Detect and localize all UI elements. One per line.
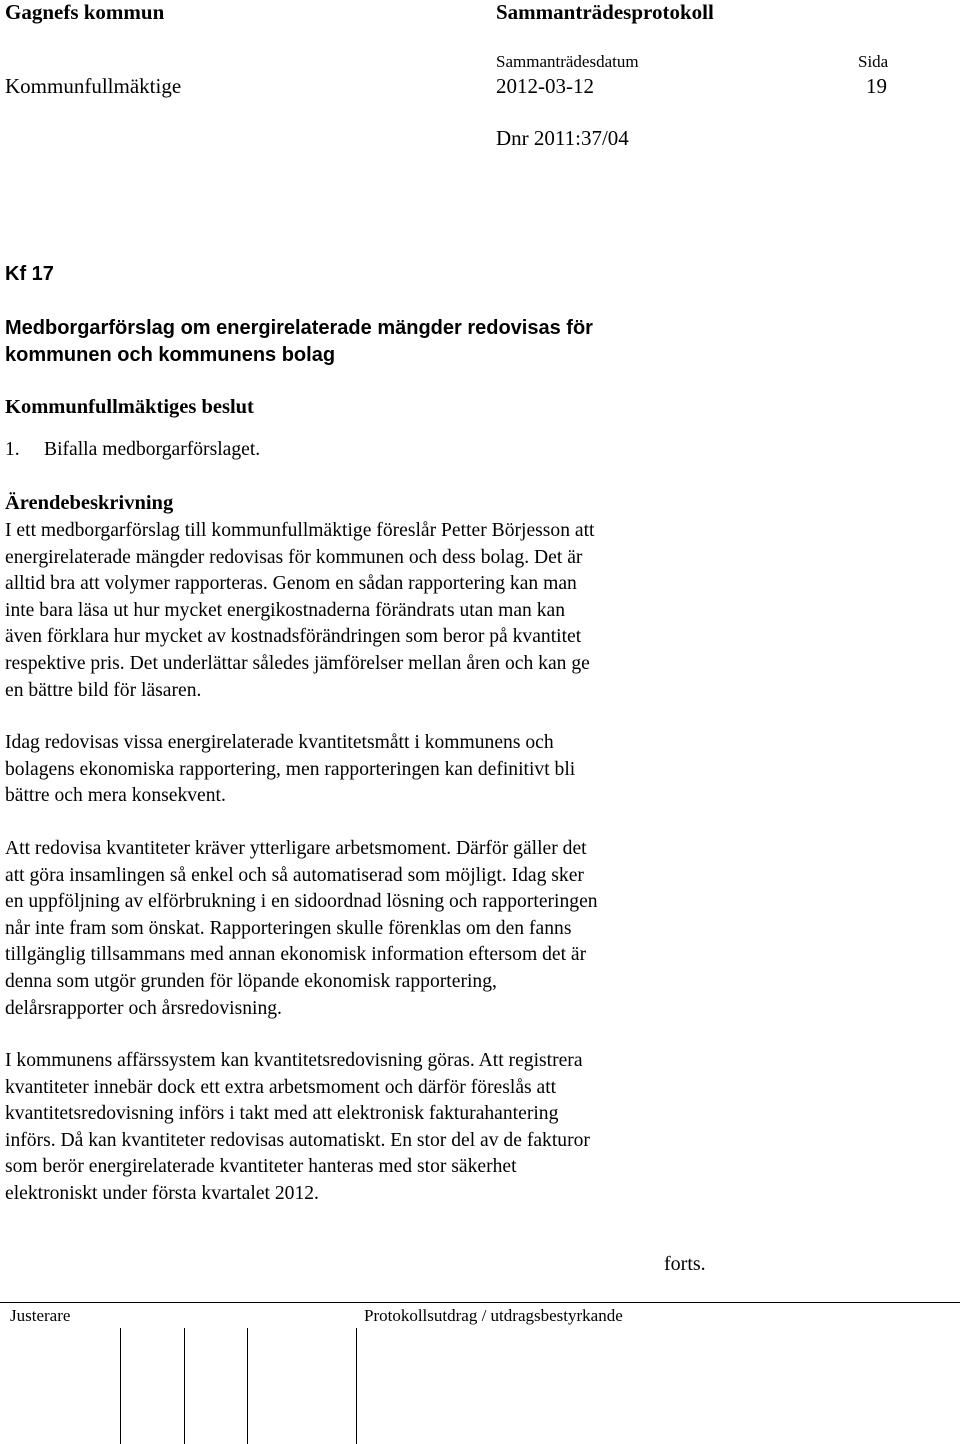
description-paragraph <box>5 518 717 704</box>
decision-item-number: 1. <box>5 439 20 460</box>
description-paragraph <box>5 836 717 1022</box>
section-title-line: kommunen och kommunens bolag <box>5 343 336 366</box>
paragraph-line: kvantitetsredovisning införs i takt med att elektronisk fakturahantering <box>5 1103 559 1125</box>
paragraph-line: alltid bra att volymer rapporteras. Genom en sådan rapportering kan man <box>5 573 577 595</box>
meeting-date: 2012-03-12 <box>496 74 594 98</box>
date-label: Sammanträdesdatum <box>496 52 639 71</box>
paragraph-line: elektroniskt under första kvartalet 2012. <box>5 1182 319 1204</box>
paragraph-line: Idag redovisas vissa energirelaterade kvantitetsmått i kommunens och <box>5 732 554 753</box>
description-paragraph <box>5 730 717 810</box>
paragraph-line: Att redovisa kvantiteter kräver ytterligare arbetsmoment. Därför gäller det <box>5 838 587 859</box>
diary-number: Dnr 2011:37/04 <box>496 126 629 150</box>
document-type: Sammanträdesprotokoll <box>496 0 714 24</box>
signature-box-divider <box>247 1328 248 1444</box>
paragraph-line: som berör energirelaterade kvantiteter hanteras med stor säkerhet <box>5 1156 517 1178</box>
description-heading: Ärendebeskrivning <box>5 492 174 514</box>
paragraph-line: tillgänglig tillsammans med annan ekonomisk information eftersom det är <box>5 944 587 966</box>
page-label: Sida <box>858 52 889 71</box>
page-number: 19 <box>866 74 887 98</box>
paragraph-line: denna som utgör grunden för löpande ekonomisk rapportering, <box>5 970 497 992</box>
section-title-line: Medborgarförslag om energirelaterade mängder redovisas för <box>5 317 593 339</box>
paragraph-line: bättre och mera konsekvent. <box>5 785 226 807</box>
municipality-name: Gagnefs kommun <box>5 0 165 24</box>
body-name: Kommunfullmäktige <box>5 74 182 98</box>
decision-item-text: Bifalla medborgarförslaget. <box>44 439 261 460</box>
paragraph-line: att göra insamlingen så enkel och så automatiserad som möjligt. Idag sker <box>5 864 584 886</box>
paragraph-line: delårsrapporter och årsredovisning. <box>5 997 282 1019</box>
signature-box-divider <box>184 1328 185 1444</box>
paragraph-line: en uppföljning av elförbrukning i en sidoordnad lösning och rapporteringen <box>5 891 598 913</box>
section-title <box>5 315 593 368</box>
decision-heading: Kommunfullmäktiges beslut <box>5 396 254 418</box>
section-number: Kf 17 <box>5 263 54 285</box>
paragraph-line: inte bara läsa ut hur mycket energikostnaderna förändrats utan man kan <box>5 599 566 621</box>
paragraph-line: når inte fram som önskat. Rapporteringen skulle förenklas om den fanns <box>5 917 572 939</box>
paragraph-line: I kommunens affärssystem kan kvantitetsredovisning göras. Att registrera <box>5 1050 583 1071</box>
footer-divider <box>0 1302 960 1303</box>
paragraph-line: respektive pris. Det underlättar således jämförelser mellan åren och kan ge <box>5 652 590 674</box>
continued-marker: forts. <box>664 1253 706 1275</box>
paragraph-line: bolagens ekonomiska rapportering, men rapporteringen kan definitivt bli <box>5 758 576 780</box>
signature-box-divider <box>356 1328 357 1444</box>
paragraph-line: kvantiteter innebär dock ett extra arbetsmoment och därför föreslås att <box>5 1076 557 1098</box>
paragraph-line: införs. Då kan kvantiteter redovisas automatiskt. En stor del av de fakturor <box>5 1129 590 1151</box>
description-paragraph <box>5 1048 717 1208</box>
paragraph-line: energirelaterade mängder redovisas för kommunen och dess bolag. Det är <box>5 546 583 568</box>
paragraph-line: en bättre bild för läsaren. <box>5 679 202 701</box>
extract-certification-label: Protokollsutdrag / utdragsbestyrkande <box>364 1306 623 1325</box>
signature-box-divider <box>120 1328 121 1444</box>
paragraph-line: I ett medborgarförslag till kommunfullmäktige föreslår Petter Börjesson att <box>5 520 595 541</box>
paragraph-line: även förklara hur mycket av kostnadsförändringen som beror på kvantitet <box>5 626 582 648</box>
justerare-label: Justerare <box>10 1306 71 1325</box>
